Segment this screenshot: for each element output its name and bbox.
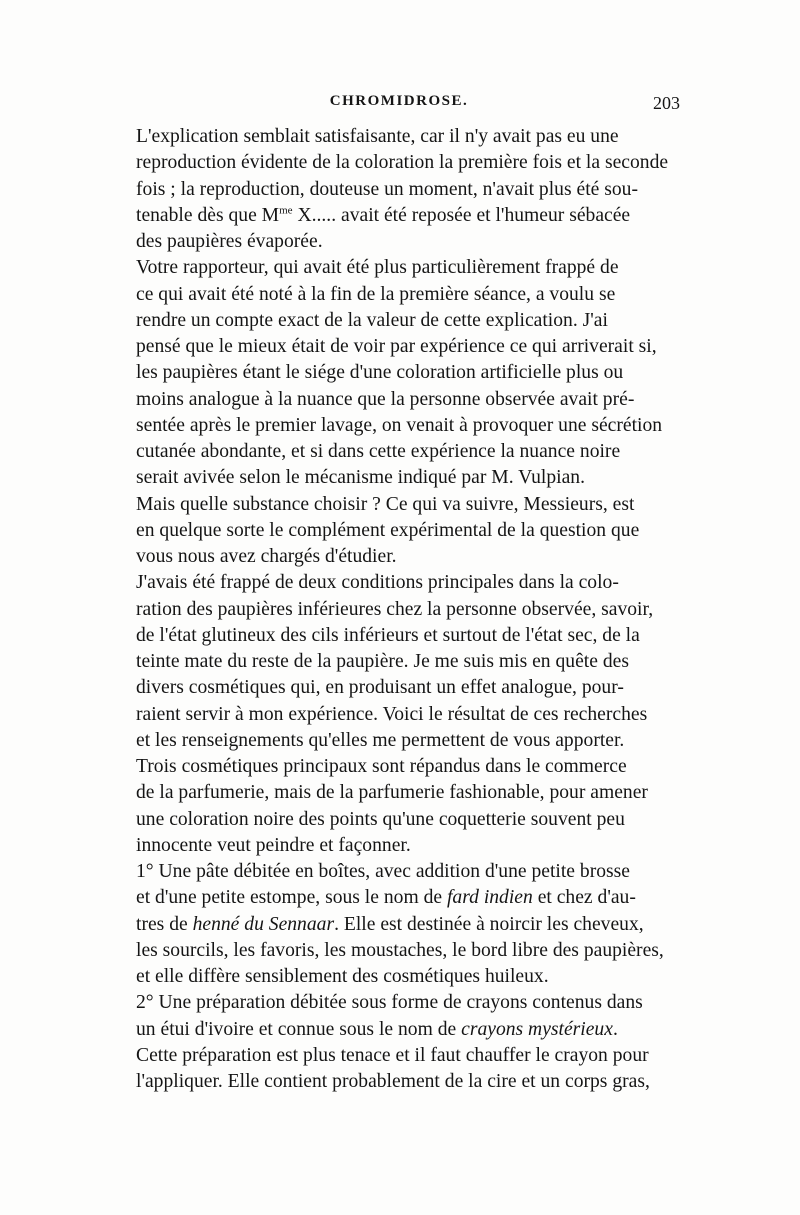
text-line: rendre un compte exact de la valeur de cette explication. J'ai	[136, 309, 608, 331]
text-line: Votre rapporteur, qui avait été plus particulièrement frappé de	[136, 257, 619, 279]
text-line: sentée après le premier lavage, on venait à provoquer une sécrétion	[136, 414, 663, 436]
italic-term: henné du Sennaar	[192, 913, 335, 935]
running-title: CHROMIDROSE.	[329, 93, 469, 109]
text-line: de l'état glutineux des cils inférieurs et surtout de l'état sec, de la	[136, 624, 640, 646]
text-line: 2° Une préparation débitée sous forme de crayons contenus dans	[136, 992, 643, 1014]
text-line: des paupières évaporée.	[136, 231, 323, 252]
text-fragment: .	[612, 1018, 618, 1040]
text-line: L'explication semblait satisfaisante, car il n'y avait pas eu une	[136, 126, 619, 147]
text-line: ce qui avait été noté à la fin de la première séance, a voulu se	[136, 283, 616, 305]
text-line: Trois cosmétiques principaux sont répandus dans le commerce	[136, 756, 627, 777]
text-line: les sourcils, les favoris, les moustaches, le bord libre des paupières,	[136, 939, 664, 961]
text-line	[118, 203, 680, 229]
text-line	[118, 912, 680, 938]
text-line: moins analogue à la nuance que la personne observée avait pré-	[136, 388, 635, 410]
italic-term: crayons mystérieux	[461, 1018, 613, 1040]
text-line: les paupières étant le siége d'une coloration artificielle plus ou	[136, 362, 624, 384]
paragraph-3	[118, 492, 680, 571]
page-header	[118, 93, 680, 119]
text-fragment: X..... avait été reposée et l'humeur sébacée	[292, 204, 631, 226]
text-line: serait avivée selon le mécanisme indiqué par M. Vulpian.	[136, 467, 585, 489]
text-fragment: un étui d'ivoire et connue sous le nom de	[136, 1018, 462, 1040]
page-body	[118, 124, 680, 1095]
text-line: cutanée abondante, et si dans cette expérience la nuance noire	[136, 441, 621, 462]
text-fragment: tres de	[136, 913, 193, 935]
text-line: ration des paupières inférieures chez la personne observée, savoir,	[136, 598, 654, 620]
text-line: Cette préparation est plus tenace et il faut chauffer le crayon pour	[136, 1044, 649, 1066]
text-fragment: . Elle est destinée à noircir les cheveux,	[334, 913, 644, 935]
text-line: pensé que le mieux était de voir par expérience ce qui arriverait si,	[136, 336, 657, 357]
paragraph-4	[118, 570, 680, 754]
text-line: innocente veut peindre et façonner.	[136, 834, 411, 856]
text-line: l'appliquer. Elle contient probablement de la cire et un corps gras,	[136, 1071, 650, 1092]
text-line: J'avais été frappé de deux conditions principales dans la colo-	[136, 572, 619, 594]
text-line: une coloration noire des points qu'une coquetterie souvent peu	[136, 808, 625, 830]
text-line: vous nous avez chargés d'étudier.	[136, 546, 397, 567]
text-line: teinte mate du reste de la paupière. Je me suis mis en quête des	[136, 651, 629, 672]
text-line: divers cosmétiques qui, en produisant un effet analogue, pour-	[136, 677, 624, 699]
page-number: 203	[653, 93, 680, 113]
paragraph-1	[118, 124, 680, 255]
paragraph-6	[118, 859, 680, 990]
text-line: et les renseignements qu'elles me permettent de vous apporter.	[136, 729, 625, 751]
paragraph-5	[118, 754, 680, 859]
text-line: 1° Une pâte débitée en boîtes, avec addition d'une petite brosse	[136, 861, 630, 882]
text-fragment: tenable dès que M	[136, 204, 280, 226]
text-fragment: et chez d'au-	[532, 887, 636, 909]
text-line: et elle diffère sensiblement des cosmétiques huileux.	[136, 966, 549, 987]
paragraph-2	[118, 255, 680, 491]
paragraph-7	[118, 990, 680, 1095]
text-line: Mais quelle substance choisir ? Ce qui va suivre, Messieurs, est	[136, 493, 635, 515]
text-line: fois ; la reproduction, douteuse un moment, n'avait plus été sou-	[136, 178, 638, 200]
text-fragment: et d'une petite estompe, sous le nom de	[136, 887, 447, 909]
italic-term: fard indien	[446, 887, 533, 909]
text-line	[118, 885, 680, 911]
text-line: raient servir à mon expérience. Voici le résultat de ces recherches	[136, 703, 648, 725]
text-line: en quelque sorte le complément expérimental de la question que	[136, 519, 640, 541]
text-line: de la parfumerie, mais de la parfumerie fashionable, pour amener	[136, 782, 648, 804]
text-line	[118, 1017, 680, 1043]
text-line: reproduction évidente de la coloration la première fois et la seconde	[136, 152, 669, 174]
superscript: me	[279, 204, 293, 217]
